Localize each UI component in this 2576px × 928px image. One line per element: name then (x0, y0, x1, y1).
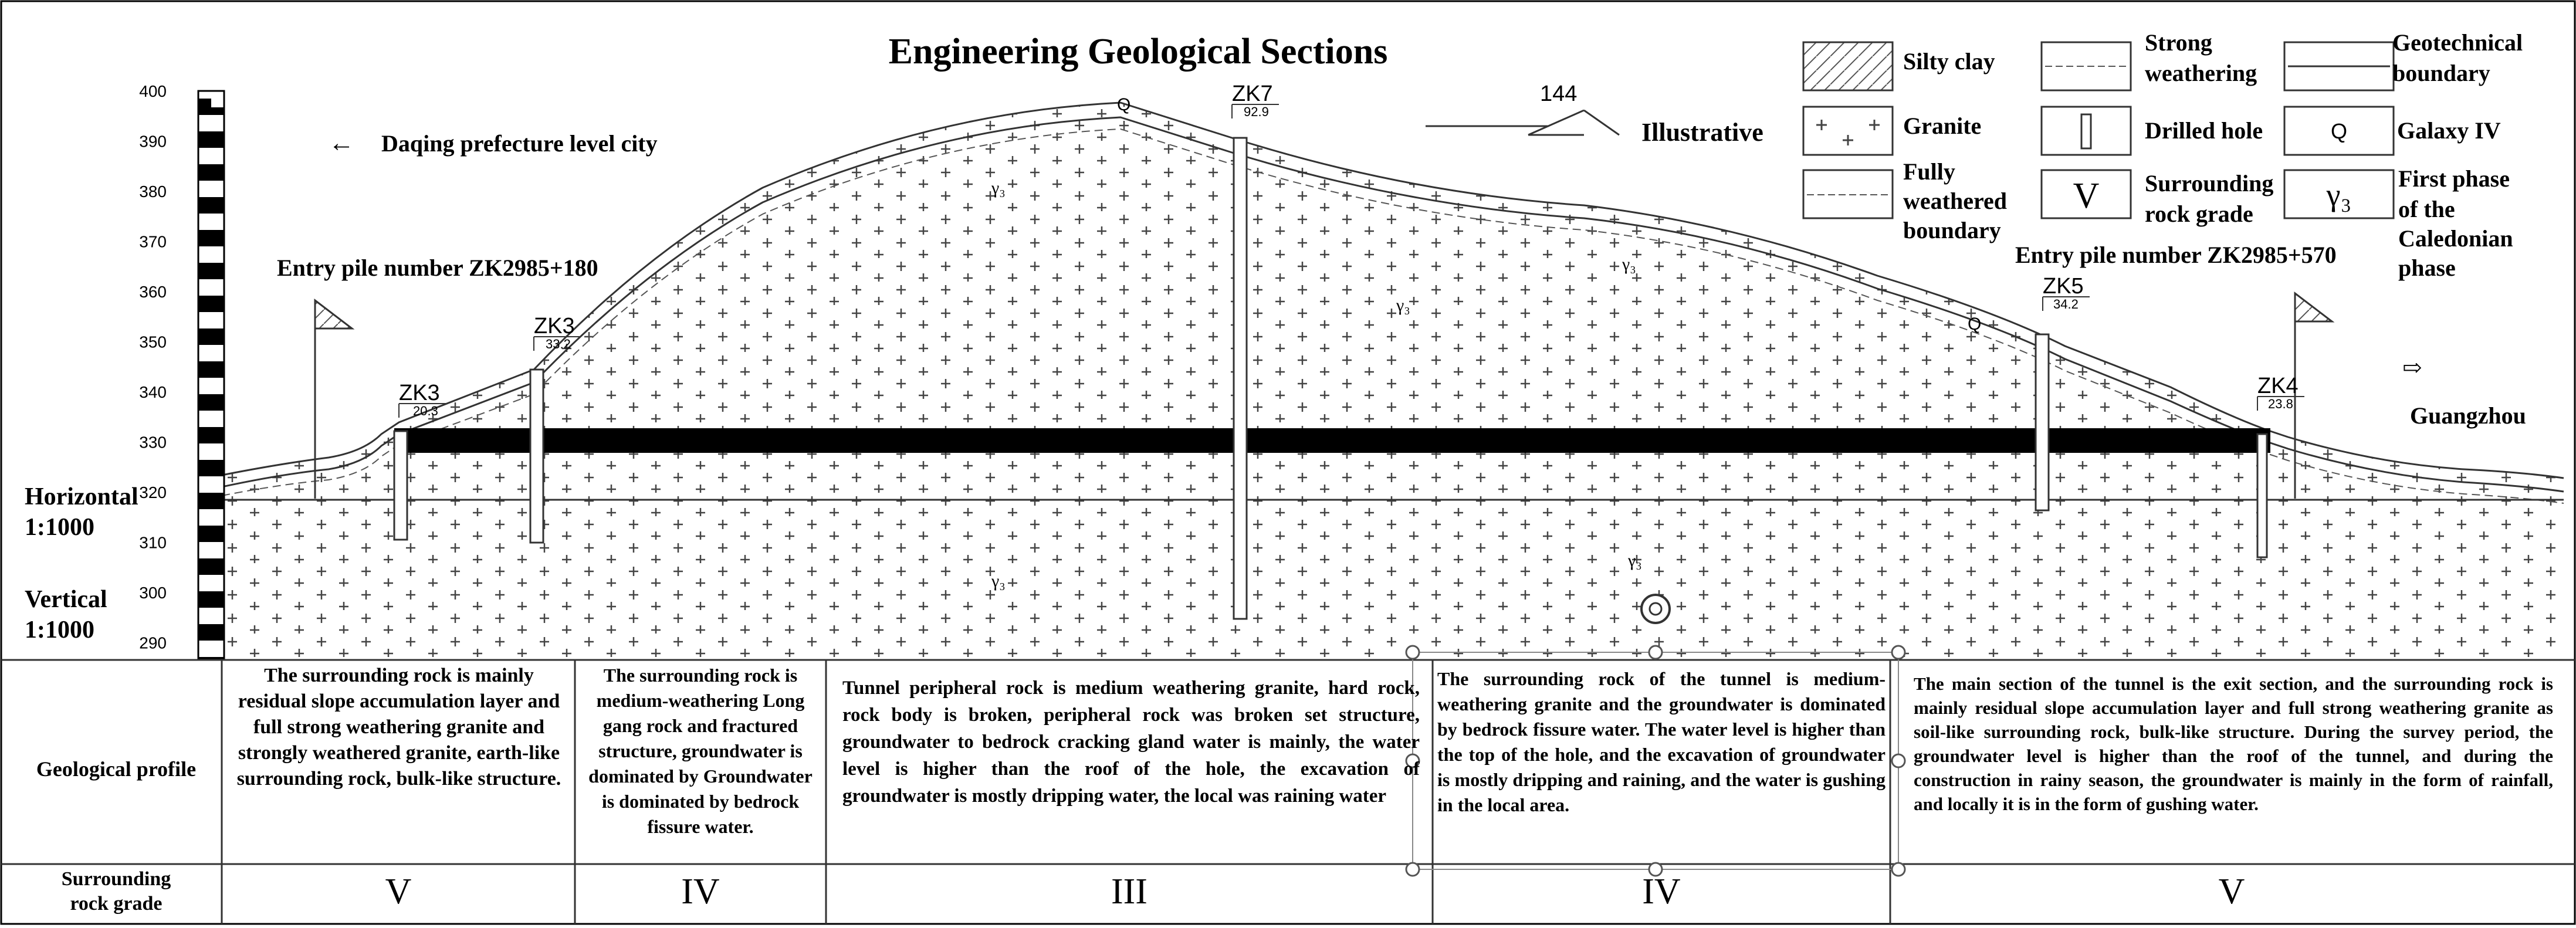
borehole-depth: 34.2 (2053, 297, 2079, 311)
galaxy-marker: Q (1117, 95, 1131, 114)
grade-cell-1: V (385, 872, 412, 912)
legend-fully-weathered-1: Fully (1903, 158, 1955, 185)
legend-fully-weathered-swatch (1803, 170, 1893, 218)
elevation-scale-checker-right (211, 107, 224, 660)
legend-first-phase-1: First phase (2398, 165, 2510, 192)
legend-granite-swatch (1803, 107, 1893, 155)
profile-cell-2: The surrounding rock is medium-weathering Long gang rock and fractured structure, groundwater is dominated by Groundwater is dominated by bedrock fissure water. (588, 665, 813, 837)
horizontal-scale-ratio: 1:1000 (25, 514, 94, 541)
legend-first-phase-2: of the (2398, 196, 2455, 222)
elevation-tick-label: 330 (139, 433, 167, 452)
elevation-tick-label: 370 (139, 232, 167, 251)
entry-pile-right: Entry pile number ZK2985+570 (2015, 242, 2337, 268)
elevation-tick-label: 340 (139, 383, 167, 401)
elevation-ticks (139, 82, 167, 652)
legend-geotechnical-2: boundary (2392, 60, 2490, 86)
grade-cell-5: V (2218, 872, 2245, 912)
legend-first-phase-3: Caledonian (2398, 225, 2513, 252)
elevation-tick-label: 390 (139, 132, 167, 151)
borehole-depth: 20.3 (413, 404, 438, 418)
borehole-id: ZK3 (534, 314, 575, 338)
legend-galaxy: Galaxy IV (2397, 117, 2501, 144)
tunnel (394, 428, 2270, 453)
grade-cell-4: IV (1642, 872, 1681, 912)
strata-symbol: γ₃ (991, 178, 1006, 198)
right-direction-city: Guangzhou (2410, 402, 2526, 429)
legend-first-phase-4: phase (2398, 255, 2456, 281)
row-label-rock-grade (12, 867, 221, 916)
elevation-tick-label: 360 (139, 283, 167, 301)
legend-silty-clay-swatch (1803, 42, 1893, 90)
strata-symbol: γ₃ (1622, 255, 1636, 274)
borehole-id: ZK3 (399, 381, 440, 405)
elevation-scale-checker-left (198, 91, 211, 660)
horizontal-scale-label: Horizontal (25, 483, 138, 510)
borehole-id: ZK5 (2043, 274, 2084, 299)
legend-drilled-hole: Drilled hole (2145, 117, 2263, 144)
strata-symbol: γ₃ (1628, 551, 1642, 570)
figure-title: Engineering Geological Sections (888, 32, 1388, 72)
legend-strong-weathering-1: Strong (2145, 29, 2212, 56)
right-direction-arrow: ⇨ (2402, 354, 2422, 381)
strata-symbol: γ₃ (1396, 296, 1410, 315)
borehole-depth: 33.2 (546, 337, 571, 351)
profile-cell-4: The surrounding rock of the tunnel is medium-weathering granite and the groundwater is dominated by bedrock fissure water. The water level is higher than the top of the hole, and the excavation of groundwater is mostly dripping and raining, and the water is gushing in the local area. (1437, 668, 1886, 815)
elevation-tick-label: 380 (139, 182, 167, 201)
entry-pile-left: Entry pile number ZK2985+180 (277, 255, 598, 281)
left-direction-city: Daqing prefecture level city (381, 130, 658, 157)
borehole-id: ZK4 (2257, 374, 2299, 398)
grade-cell-3: III (1111, 872, 1147, 912)
row-label-geological-profile: Geological profile (36, 757, 197, 781)
left-direction-arrow: ← (329, 128, 354, 157)
illustrative-symbol (1426, 82, 1619, 135)
borehole-id: ZK7 (1232, 82, 1273, 106)
elevation-tick-label: 320 (139, 483, 167, 502)
profile-cell-5: The main section of the tunnel is the exit section, and the surrounding rock is mainly residual slope accumulation layer and full strong weathering granite as soil-like surrounding rock, bulk-like structure. During the survey period, the groundwater level is higher than the roof of the tunnel, and during the construction in rainy season, the groundwater is mainly in the form of rainfall, and locally it is in the form of gushing water. (1914, 673, 2553, 814)
legend-strong-weathering-swatch (2042, 42, 2131, 90)
legend-strong-weathering-2: weathering (2145, 60, 2257, 86)
vertical-scale-label: Vertical (25, 586, 107, 613)
row-label-rock-grade-1: Surrounding (61, 868, 171, 890)
legend-silty-clay: Silty clay (1903, 48, 1995, 74)
legend-surrounding-rock-symbol: V (2073, 176, 2100, 216)
legend-geotechnical-1: Geotechnical (2392, 29, 2523, 56)
legend-first-phase-symbol: γ₃ (2326, 177, 2352, 212)
grade-cell-2: IV (681, 872, 720, 912)
profile-cell-3: Tunnel peripheral rock is medium weathering granite, hard rock, rock body is broken, peripheral rock was broken set structure, groundwater to bedrock cracking gland water is mainly, the water level is higher than the roof of the hole, the excavation of groundwater is mostly dripping water, the local was raining water (842, 678, 1420, 807)
groundwater-marker (1641, 595, 1670, 623)
elevation-tick-label: 350 (139, 333, 167, 351)
legend-granite: Granite (1903, 113, 1982, 139)
legend-galaxy-symbol: Q (2330, 119, 2348, 143)
borehole-depth: 23.8 (2268, 397, 2293, 411)
vertical-scale-ratio: 1:1000 (25, 617, 94, 643)
row-label-rock-grade-2: rock grade (70, 893, 163, 915)
strata-symbol: γ₃ (991, 571, 1006, 591)
legend-surrounding-rock-2: rock grade (2145, 201, 2253, 227)
illustrative-label: Illustrative (1641, 118, 1763, 147)
legend-fully-weathered-2: weathered (1903, 188, 2007, 214)
legend-fully-weathered-3: boundary (1903, 217, 2001, 243)
elevation-tick-label: 300 (139, 584, 167, 602)
elevation-tick-label: 400 (139, 82, 167, 100)
galaxy-marker: Q (1968, 314, 1982, 334)
legend-surrounding-rock-1: Surrounding (2145, 170, 2274, 197)
illustrative-angle: 144 (1540, 82, 1578, 106)
profile-cell-1: The surrounding rock is mainly residual slope accumulation layer and full strong weathering granite and strongly weathered granite, earth-like surrounding rock, bulk-like structure. (236, 665, 561, 790)
elevation-tick-label: 310 (139, 533, 167, 552)
elevation-tick-label: 290 (139, 634, 167, 652)
borehole-depth: 92.9 (1244, 104, 1269, 119)
